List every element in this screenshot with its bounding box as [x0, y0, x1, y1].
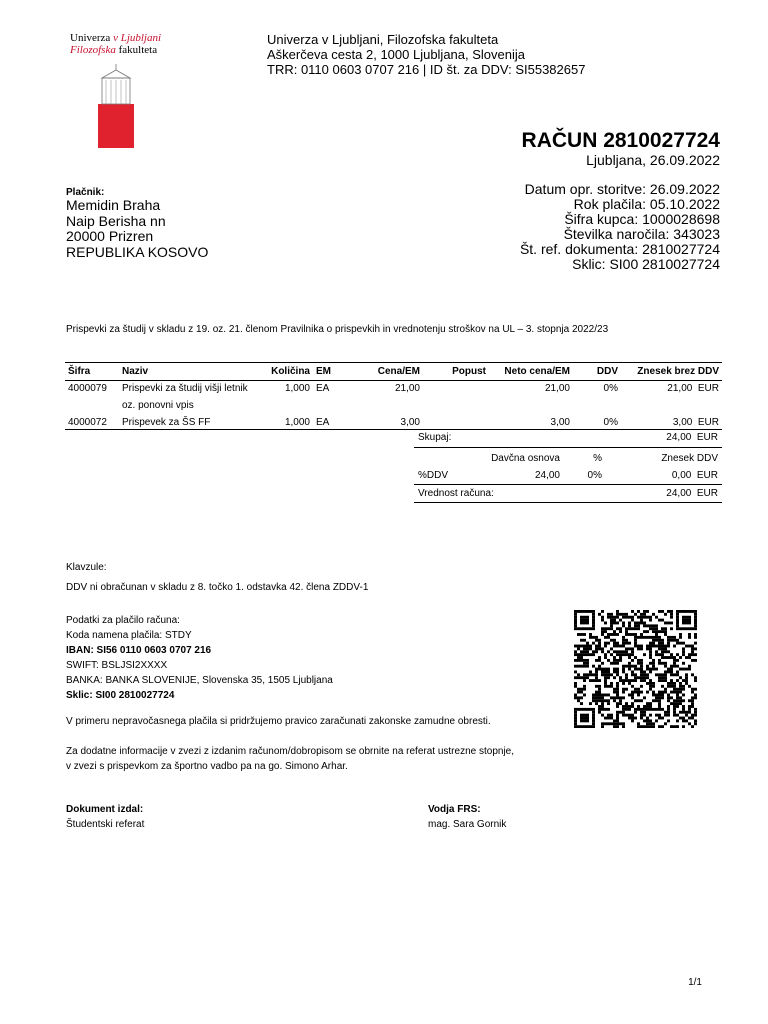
clauses-heading: Klavzule: [66, 562, 107, 573]
cell-vat: 0% [603, 383, 618, 394]
ref-document: Št. ref. dokumenta: 2810027724 [519, 241, 720, 257]
invoice-place-date: Ljubljana, 26.09.2022 [586, 152, 720, 168]
customer-code: Šifra kupca: 1000028698 [564, 211, 720, 227]
page-number: 1/1 [688, 977, 702, 988]
col-quantity: Količina [261, 362, 313, 381]
tax-amount-header: Znesek DDV [661, 453, 718, 464]
issuer-block [267, 32, 585, 77]
late-payment-note: V primeru nepravočasnega plačila si pridržujemo pravico zaračunati zakonske zamudne obresti. [66, 716, 491, 727]
col-vat: DDV [573, 362, 621, 381]
table-row [65, 398, 722, 415]
payer-address [66, 198, 208, 260]
issuer-name: Univerza v Ljubljani, Filozofska fakulteta [267, 32, 499, 47]
col-net-price: Neto cena/EM [489, 362, 573, 381]
payment-reference: Sklic: SI00 2810027724 [572, 256, 720, 272]
tax-base-header: Davčna osnova [491, 453, 560, 464]
head-label: Vodja FRS: [428, 804, 481, 815]
table-header-row [65, 362, 722, 381]
issued-by-label: Dokument izdal: [66, 804, 144, 815]
col-amount: Znesek brez DDV [621, 362, 722, 381]
cell-net-price: 21,00 [544, 383, 570, 394]
total-value: 24,00 EUR [666, 432, 718, 443]
vat-base: 24,00 [534, 470, 560, 481]
cell-unit-price: 3,00 [400, 417, 420, 428]
logo-line-2: Filozofska fakulteta [70, 44, 158, 56]
payer-city: 20000 Prizren [66, 228, 154, 244]
cell-quantity: 1,000 [284, 417, 310, 428]
payment-reference-line: Sklic: SI00 2810027724 [66, 690, 175, 701]
grand-total-value: 24,00 EUR [666, 488, 718, 499]
table-row [65, 381, 722, 399]
payer-country: REPUBLIKA KOSOVO [66, 243, 209, 260]
due-date: Rok plačila: 05.10.2022 [573, 196, 720, 212]
cell-vat: 0% [603, 417, 618, 428]
col-discount: Popust [423, 362, 489, 381]
payment-swift: SWIFT: BSLJSI2XXXX [66, 660, 168, 671]
invoice-meta [520, 182, 720, 272]
payment-qr-code [574, 610, 698, 728]
payment-bank: BANKA: BANKA SLOVENIJE, Slovenska 35, 1505 Ljubljana [66, 675, 333, 686]
total-label: Skupaj: [418, 432, 452, 443]
faculty-logo [53, 18, 175, 153]
clauses-text: DDV ni obračunan v skladu z 8. točko 1. odstavka 42. člena ZDDV-1 [66, 582, 369, 593]
cell-amount: 3,00 EUR [672, 417, 719, 428]
col-unit: EM [313, 362, 355, 381]
logo-line-1: Univerza v Ljubljani [70, 32, 162, 44]
cell-code: 4000072 [68, 417, 107, 428]
cell-name: oz. ponovni vpis [122, 400, 194, 411]
total-rule [414, 447, 722, 448]
col-name: Naziv [119, 362, 261, 381]
cell-discount [423, 381, 489, 399]
cell-unit-price: 21,00 [394, 383, 420, 394]
cell-quantity: 1,000 [284, 383, 310, 394]
items-bottom-rule [65, 429, 722, 430]
info-note-line-1: Za dodatne informacije v zvezi z izdanim računom/dobropisom se obrnite na referat ustrezne stopnje, [66, 746, 515, 757]
invoice-description: Prispevki za študij v skladu z 19. oz. 21. členom Pravilnika o prispevkih in vrednotenju stroškov na UL – 3. stopnja 2022/23 [66, 324, 609, 335]
vat-row-label: %DDV [418, 470, 449, 481]
vat-amount: 0,00 EUR [671, 470, 718, 481]
cell-amount: 21,00 EUR [667, 383, 719, 394]
cell-name: Prispevek za ŠS FF [122, 417, 211, 428]
cell-net-price: 3,00 [550, 417, 570, 428]
payment-heading: Podatki za plačilo računa: [66, 615, 180, 626]
cell-unit: EA [316, 417, 330, 428]
invoice-title: RAČUN 2810027724 [521, 129, 720, 152]
col-unit-price: Cena/EM [355, 362, 423, 381]
head-value: mag. Sara Gornik [428, 819, 507, 830]
cell-unit: EA [316, 383, 330, 394]
payer-label: Plačnik: [66, 187, 105, 198]
col-code: Šifra [65, 362, 119, 381]
university-building-icon [98, 64, 134, 148]
vat-rule [414, 484, 722, 485]
info-note-line-2: v zvezi s prispevkom za športno vadbo pa na go. Simono Arhar. [66, 761, 348, 772]
payment-iban: IBAN: SI56 0110 0603 0707 216 [66, 645, 212, 656]
service-date: Datum opr. storitve: 26.09.2022 [524, 181, 720, 197]
tax-percent-header: % [593, 453, 602, 464]
payer-name: Memidin Braha [66, 197, 161, 213]
cell-name: Prispevki za študij višji letnik [122, 383, 248, 394]
cell-code: 4000079 [68, 383, 107, 394]
grand-total-label: Vrednost računa: [418, 488, 494, 499]
cell-code [65, 398, 119, 415]
order-number: Številka naročila: 343023 [563, 226, 720, 242]
issued-by-value: Študentski referat [66, 819, 145, 830]
payer-street: Naip Berisha nn [66, 212, 166, 229]
vat-percent: 0% [587, 470, 602, 481]
issuer-bank-tax: TRR: 0110 0603 0707 216 | ID št. za DDV: SI55382657 [267, 62, 586, 77]
issuer-address: Aškerčeva cesta 2, 1000 Ljubljana, Slovenija [267, 47, 525, 62]
info-note [66, 744, 514, 774]
payment-info [66, 613, 333, 703]
payment-purpose: Koda namena plačila: STDY [66, 630, 192, 641]
items-table [65, 362, 722, 432]
grand-total-rule [414, 502, 722, 503]
